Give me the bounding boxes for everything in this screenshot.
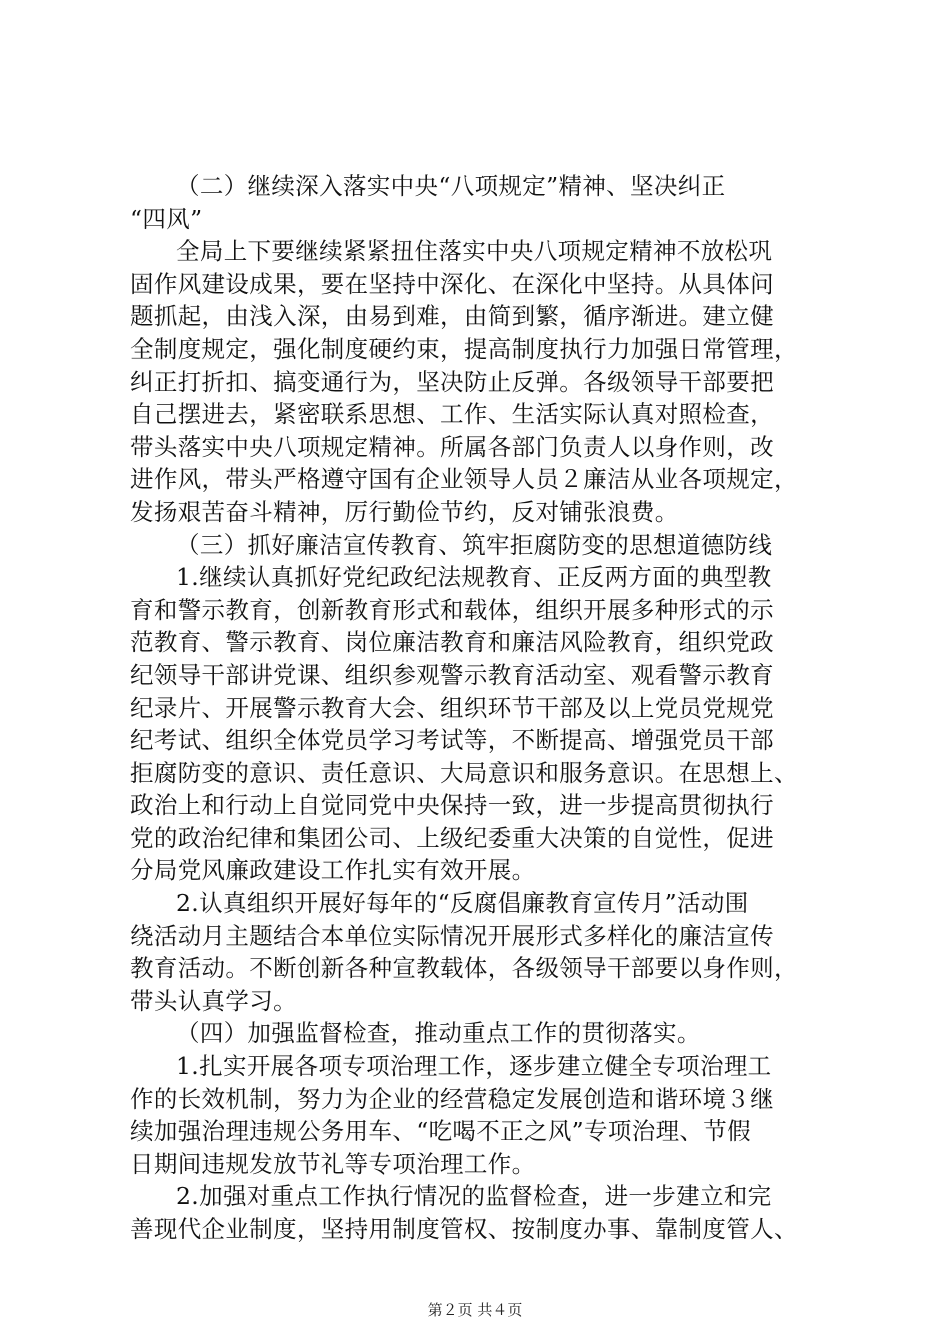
paragraph-line: 题抓起，由浅入深，由易到难，由简到繁，循序渐进。建立健	[130, 302, 774, 331]
paragraph-line: 政治上和行动上自觉同党中央保持一致，进一步提高贯彻执行	[130, 791, 774, 820]
section-heading-2-cont: “四风”	[130, 204, 203, 233]
paragraph-line: 全制度规定，强化制度硬约束，提高制度执行力加强日常管理，	[130, 334, 798, 363]
paragraph-line: 1.扎实开展各项专项治理工作，逐步建立健全专项治理工	[176, 1052, 772, 1081]
document-body	[130, 170, 840, 1246]
paragraph-line: 育和警示教育，创新教育形式和载体，组织开展多种形式的示	[130, 595, 774, 624]
paragraph-line: 2.认真组织开展好每年的“反腐倡廉教育宣传月”活动围	[176, 889, 749, 918]
paragraph-line: 党的政治纪律和集团公司、上级纪委重大决策的自觉性，促进	[130, 823, 774, 852]
paragraph-line: 续加强治理违规公务用车、“吃喝不正之风”专项治理、节假	[130, 1117, 751, 1146]
paragraph-line: 教育活动。不断创新各种宣教载体，各级领导干部要以身作则，	[130, 954, 798, 983]
paragraph-line: 分局党风廉政建设工作扎实有效开展。	[130, 856, 536, 885]
paragraph-line: 范教育、警示教育、岗位廉洁教育和廉洁风险教育，组织党政	[130, 628, 774, 657]
paragraph-line: 绕活动月主题结合本单位实际情况开展形式多样化的廉洁宣传	[130, 921, 774, 950]
paragraph-line: 拒腐防变的意识、责任意识、大局意识和服务意识。在思想上、	[130, 758, 798, 787]
paragraph-line: 发扬艰苦奋斗精神，厉行勤俭节约，反对铺张浪费。	[130, 497, 679, 526]
paragraph-line: 固作风建设成果，要在坚持中深化、在深化中坚持。从具体问	[130, 269, 774, 298]
page-footer: 第２页 共４页	[427, 1301, 523, 1319]
paragraph-line: 纠正打折扣、搞变通行为，坚决防止反弹。各级领导干部要把	[130, 367, 774, 396]
paragraph-line: 1.继续认真抓好党纪政纪法规教育、正反两方面的典型教	[176, 563, 772, 592]
paragraph-line: 进作风，带头严格遵守国有企业领导人员２廉洁从业各项规定，	[130, 465, 798, 494]
section-heading-4: （四）加强监督检查，推动重点工作的贯彻落实。	[176, 1019, 701, 1048]
paragraph-line: 作的长效机制，努力为企业的经营稳定发展创造和谐环境３继	[130, 1084, 774, 1113]
paragraph-line: 带头认真学习。	[130, 986, 297, 1015]
paragraph-line: 纪领导干部讲党课、组织参观警示教育活动室、观看警示教育	[130, 660, 774, 689]
paragraph-line: 善现代企业制度，坚持用制度管权、按制度办事、靠制度管人、	[130, 1215, 798, 1243]
section-heading-3: （三）抓好廉洁宣传教育、筑牢拒腐防变的思想道德防线	[176, 530, 773, 559]
paragraph-line: 纪录片、开展警示教育大会、组织环节干部及以上党员党规党	[130, 693, 774, 722]
paragraph-line: 自己摆进去，紧密联系思想、工作、生活实际认真对照检查，	[130, 400, 774, 429]
paragraph-line: 日期间违规发放节礼等专项治理工作。	[130, 1149, 536, 1178]
section-heading-2: （二）继续深入落实中央“八项规定”精神、坚决纠正	[176, 172, 726, 200]
paragraph-line: 纪考试、组织全体党员学习考试等，不断提高、增强党员干部	[130, 726, 774, 755]
paragraph-line: 2.加强对重点工作执行情况的监督检查，进一步建立和完	[176, 1182, 772, 1211]
paragraph-line: 全局上下要继续紧紧扭住落实中央八项规定精神不放松巩	[176, 237, 773, 266]
paragraph-line: 带头落实中央八项规定精神。所属各部门负责人以身作则，改	[130, 432, 774, 461]
